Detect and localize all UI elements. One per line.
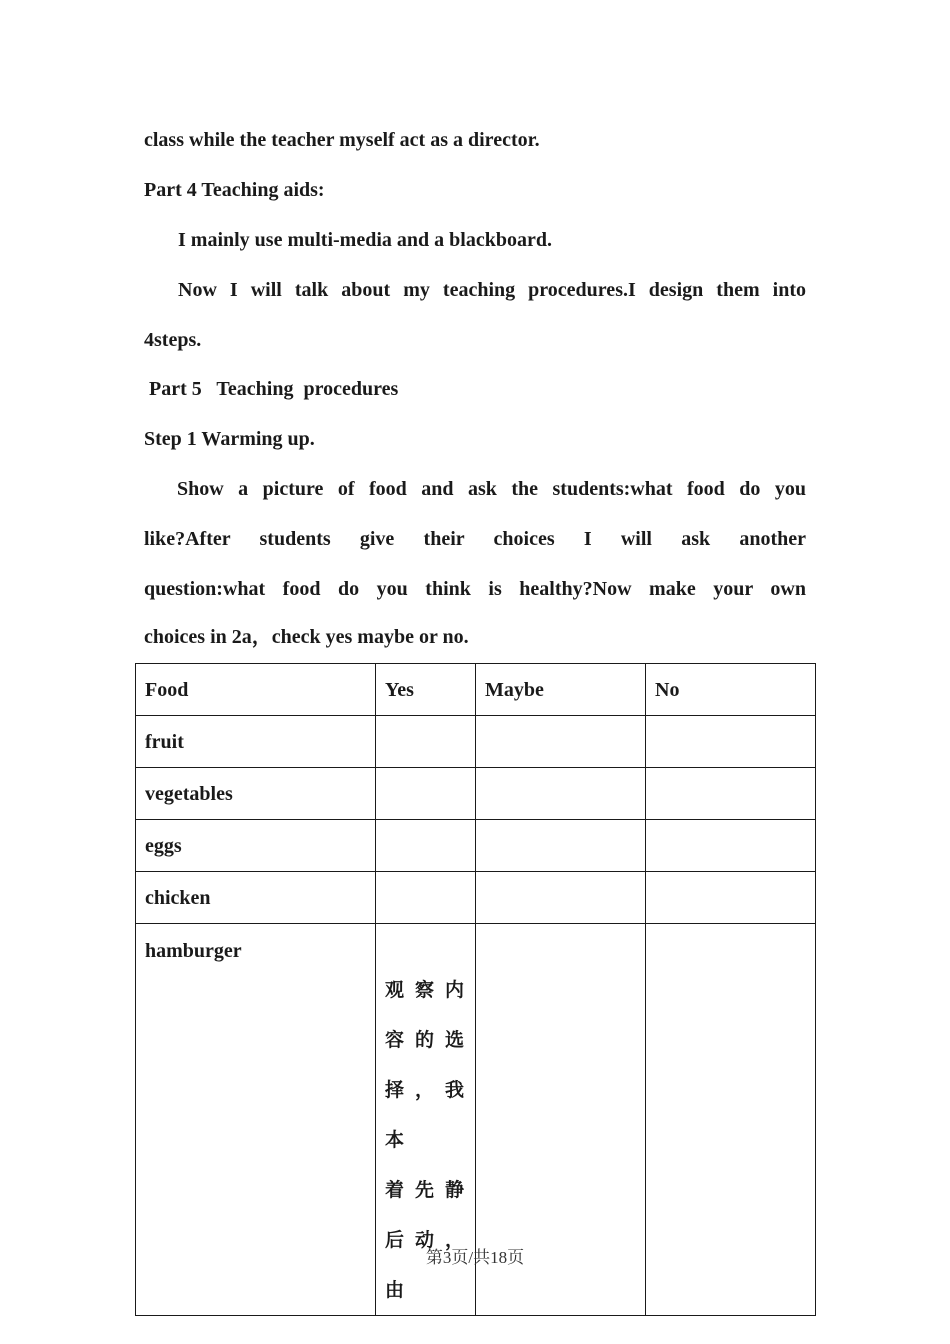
yes-cell xyxy=(376,872,476,924)
table-row xyxy=(136,872,816,924)
note-line: 容 的 选 xyxy=(385,1029,466,1051)
table-row xyxy=(136,820,816,872)
yes-cell xyxy=(376,820,476,872)
maybe-cell xyxy=(476,820,646,872)
food-choice-table xyxy=(135,663,816,1316)
paragraph-line: like?After students give their choices I will ask another xyxy=(144,528,806,550)
section-heading: Part 5 Teaching procedures xyxy=(149,378,399,400)
table-row xyxy=(136,716,816,768)
table-header-row xyxy=(136,664,816,716)
food-cell: hamburger xyxy=(136,924,376,1316)
food-cell: fruit xyxy=(136,716,376,768)
food-cell: chicken xyxy=(136,872,376,924)
note-line: 着 先 静 xyxy=(385,1179,466,1201)
paragraph-line: class while the teacher myself act as a director. xyxy=(144,129,540,151)
yes-cell xyxy=(376,768,476,820)
paragraph-line: choices in 2a，check yes maybe or no. xyxy=(144,626,469,648)
paragraph-line: Show a picture of food and ask the students:what food do you xyxy=(177,478,806,500)
note-line: 择，我本 xyxy=(385,1079,466,1151)
section-heading: Part 4 Teaching aids: xyxy=(144,179,325,201)
food-cell: eggs xyxy=(136,820,376,872)
header-food: Food xyxy=(136,664,376,716)
note-line: 观 察 内 xyxy=(385,979,466,1001)
paragraph-line: I mainly use multi-media and a blackboard. xyxy=(178,229,552,251)
header-no: No xyxy=(646,664,816,716)
paragraph-line: 4steps. xyxy=(144,329,202,351)
no-cell xyxy=(646,872,816,924)
page-footer: 第3页/共18页 xyxy=(425,1248,525,1267)
header-maybe: Maybe xyxy=(476,664,646,716)
step-heading: Step 1 Warming up. xyxy=(144,428,315,450)
maybe-cell xyxy=(476,716,646,768)
no-cell xyxy=(646,768,816,820)
no-cell xyxy=(646,716,816,768)
no-cell xyxy=(646,820,816,872)
table-row xyxy=(136,768,816,820)
maybe-cell xyxy=(476,768,646,820)
paragraph-line: question:what food do you think is healthy?Now make your own xyxy=(144,578,806,600)
paragraph-line: Now I will talk about my teaching procedures.I design them into xyxy=(178,279,806,301)
yes-cell xyxy=(376,716,476,768)
header-yes: Yes xyxy=(376,664,476,716)
food-cell: vegetables xyxy=(136,768,376,820)
note-line: 后动，由 xyxy=(385,1229,466,1301)
maybe-cell xyxy=(476,872,646,924)
